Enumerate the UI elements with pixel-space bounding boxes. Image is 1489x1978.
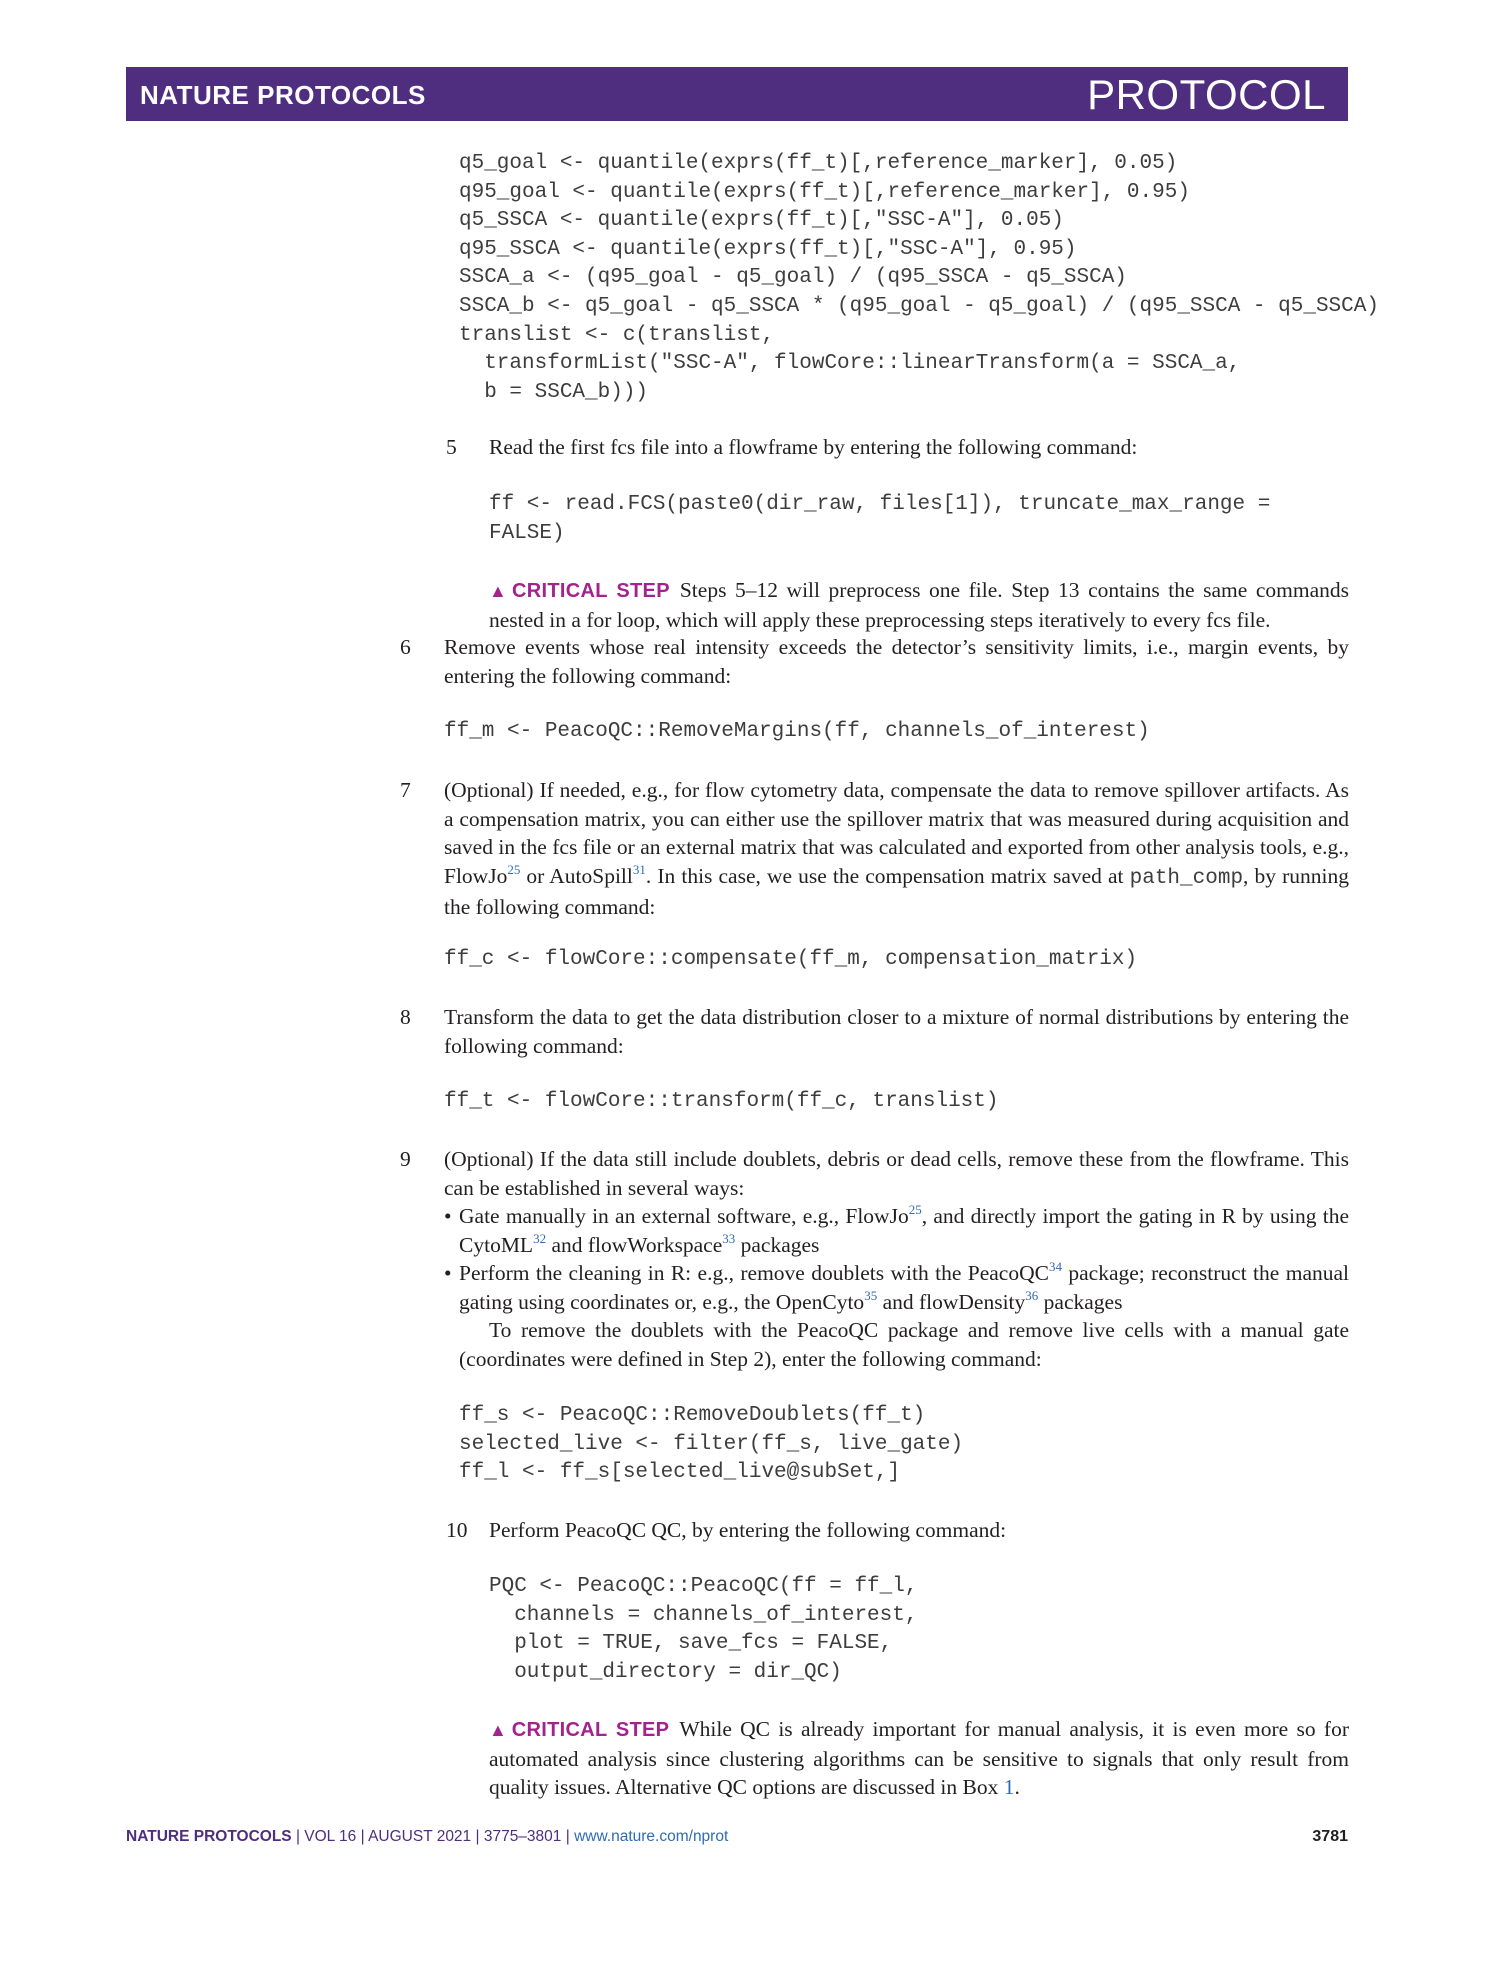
citation-ref[interactable]: 34 xyxy=(1048,1259,1062,1274)
footer-url-link[interactable]: www.nature.com/nprot xyxy=(574,1828,729,1845)
bullet1-text-c: and flowWorkspace xyxy=(546,1232,723,1257)
step6-text: Remove events whose real intensity exceeds the detector’s sensitivity limits, i.e., margin events, by entering the following command: xyxy=(444,635,1349,688)
footer-journal: NATURE PROTOCOLS xyxy=(126,1828,292,1845)
footer-volume: VOL 16 xyxy=(304,1828,357,1845)
critical-step-label: CRITICAL STEP xyxy=(512,580,670,602)
step-number-9: 9 xyxy=(400,1147,411,1171)
code-block-transform: ff_t <- flowCore::transform(ff_c, translist) xyxy=(444,1090,999,1113)
page-number: 3781 xyxy=(1312,1828,1348,1845)
bullet-icon: • xyxy=(444,1261,452,1285)
warning-triangle-icon: ▲ xyxy=(489,581,510,601)
bullet-item-1-text xyxy=(459,1202,1349,1259)
step7-text-a: (Optional) If needed, e.g., for flow cytometry data, compensate the data to remove spillover artifacts. As a compensation matrix, you can either use the spillover matrix that was measured during acquisition and saved in the fcs file or an external matrix that was calculated and exported from other analysis tools, e.g., FlowJo xyxy=(444,778,1349,888)
citation-ref[interactable]: 33 xyxy=(722,1230,736,1246)
step5-text: Read the first fcs file into a flowframe by entering the following command: xyxy=(489,435,1138,459)
citation-ref[interactable]: 25 xyxy=(908,1202,922,1217)
warning-triangle-icon: ▲ xyxy=(489,1720,510,1740)
bullet2-text-b: package; reconstruct the manual gating using coordinates or, e.g., the OpenCyto xyxy=(459,1261,1349,1314)
footer-separator: | xyxy=(471,1828,484,1845)
box-link[interactable]: 1 xyxy=(1003,1775,1015,1800)
footer-pages: 3775–3801 xyxy=(483,1828,562,1845)
bullet2-text-a: Perform the cleaning in R: e.g., remove doublets with the PeacoQC xyxy=(459,1261,1049,1285)
step7-text xyxy=(444,776,1349,922)
critical-step-label: CRITICAL STEP xyxy=(511,1719,670,1741)
inline-code: path_comp xyxy=(1129,866,1244,890)
citation-ref[interactable]: 32 xyxy=(533,1230,547,1246)
journal-name: NATURE PROTOCOLS xyxy=(140,80,426,110)
critical-step-text: While QC is already important for manual analysis, it is even more so for automated analysis since clustering algorithms can be sensitive to signals that only result from quality issues. Alternative QC options are discussed in Box xyxy=(489,1717,1349,1800)
bullet-icon: • xyxy=(444,1204,452,1228)
bullet-item-1 xyxy=(444,1202,1349,1257)
page-header xyxy=(126,67,1348,121)
code-block-compensate: ff_c <- flowCore::compensate(ff_m, compensation_matrix) xyxy=(444,948,1138,971)
citation-ref[interactable]: 35 xyxy=(864,1287,878,1303)
step9-follow-text: To remove the doublets with the PeacoQC package and remove live cells with a manual gate (coordinates were defined in Step 2), enter the following command: xyxy=(459,1318,1349,1371)
step10-text: Perform PeacoQC QC, by entering the following command: xyxy=(489,1518,1007,1542)
step-number-7: 7 xyxy=(400,778,411,802)
step-number-10: 10 xyxy=(446,1518,468,1542)
code-block-read-fcs: ff <- read.FCS(paste0(dir_raw, files[1]), truncate_max_range = FALSE) xyxy=(489,493,1271,545)
page-footer xyxy=(126,1828,1348,1852)
step7-text-c: . In this case, we use the compensation matrix saved at xyxy=(645,863,1130,888)
bullet1-text-b: , and directly import the gating in R by using the CytoML xyxy=(459,1204,1349,1257)
critical-step-text: Steps 5–12 will preprocess one file. Step 13 contains the same commands nested in a for loop, which will apply these preprocessing steps iteratively to every fcs file. xyxy=(489,578,1349,632)
citation-ref[interactable]: 31 xyxy=(632,861,646,877)
bullet-item-2-text xyxy=(459,1259,1349,1316)
step7-text-d: , by running the following command: xyxy=(444,863,1349,920)
bullet1-text-d: packages xyxy=(735,1232,820,1257)
critical-step-note-1 xyxy=(489,576,1349,634)
code-block-peacoqc: PQC <- PeacoQC::PeacoQC(ff = ff_l, channels = channels_of_interest, plot = TRUE, save_fcs = FALSE, output_directory = dir_QC) xyxy=(489,1575,918,1684)
footer-separator: | xyxy=(356,1828,369,1845)
step-number-8: 8 xyxy=(400,1005,411,1029)
bullet1-text-a: Gate manually in an external software, e.g., FlowJo xyxy=(459,1204,909,1228)
step-number-5: 5 xyxy=(446,435,457,459)
step9-text: (Optional) If the data still include doublets, debris or dead cells, remove these from the flowframe. This can be established in several ways: xyxy=(444,1147,1349,1200)
code-block-quantile-transform: q5_goal <- quantile(exprs(ff_t)[,reference_marker], 0.05) q95_goal <- quantile(exprs(ff_t)[,reference_marker], 0.95) q5_SSCA <- quantile(exprs(ff_t)[,"SSC-A"], 0.05) q95_SSCA <- quantile(exprs(ff_t)[,"SSC-A"], 0.95) SSCA_a <- (q95_goal - q5_goal) / (q95_SSCA - q5_SSCA) SSCA_b <- q5_goal - q5_SSCA * (q95_goal - q5_goal) / (q95_SSCA - q5_SSCA) translist <- c(translist, transformList("SSC-A", flowCore::linearTransform(a = SSCA_a, b = SSCA_b))) xyxy=(459,152,1379,404)
critical-step-text-end: . xyxy=(1014,1775,1020,1800)
step8-text: Transform the data to get the data distribution closer to a mixture of normal distributions by entering the following command: xyxy=(444,1005,1349,1058)
code-block-remove-margins: ff_m <- PeacoQC::RemoveMargins(ff, channels_of_interest) xyxy=(444,720,1150,743)
step-number-6: 6 xyxy=(400,635,411,659)
bullet-item-2 xyxy=(444,1259,1349,1314)
code-block-remove-doublets: ff_s <- PeacoQC::RemoveDoublets(ff_t) selected_live <- filter(ff_s, live_gate) ff_l <- ff_s[selected_live@subSet,] xyxy=(459,1404,964,1485)
bullet2-text-d: packages xyxy=(1038,1289,1123,1314)
footer-separator: | xyxy=(291,1828,305,1845)
step7-text-b: or AutoSpill xyxy=(520,863,633,888)
bullet2-text-c: and flowDensity xyxy=(877,1289,1026,1314)
footer-separator: | xyxy=(561,1828,575,1845)
citation-ref[interactable]: 25 xyxy=(507,861,521,877)
footer-date: AUGUST 2021 xyxy=(368,1828,472,1845)
critical-step-note-2 xyxy=(489,1715,1349,1802)
citation-ref[interactable]: 36 xyxy=(1025,1287,1039,1303)
article-type: PROTOCOL xyxy=(1087,71,1326,118)
